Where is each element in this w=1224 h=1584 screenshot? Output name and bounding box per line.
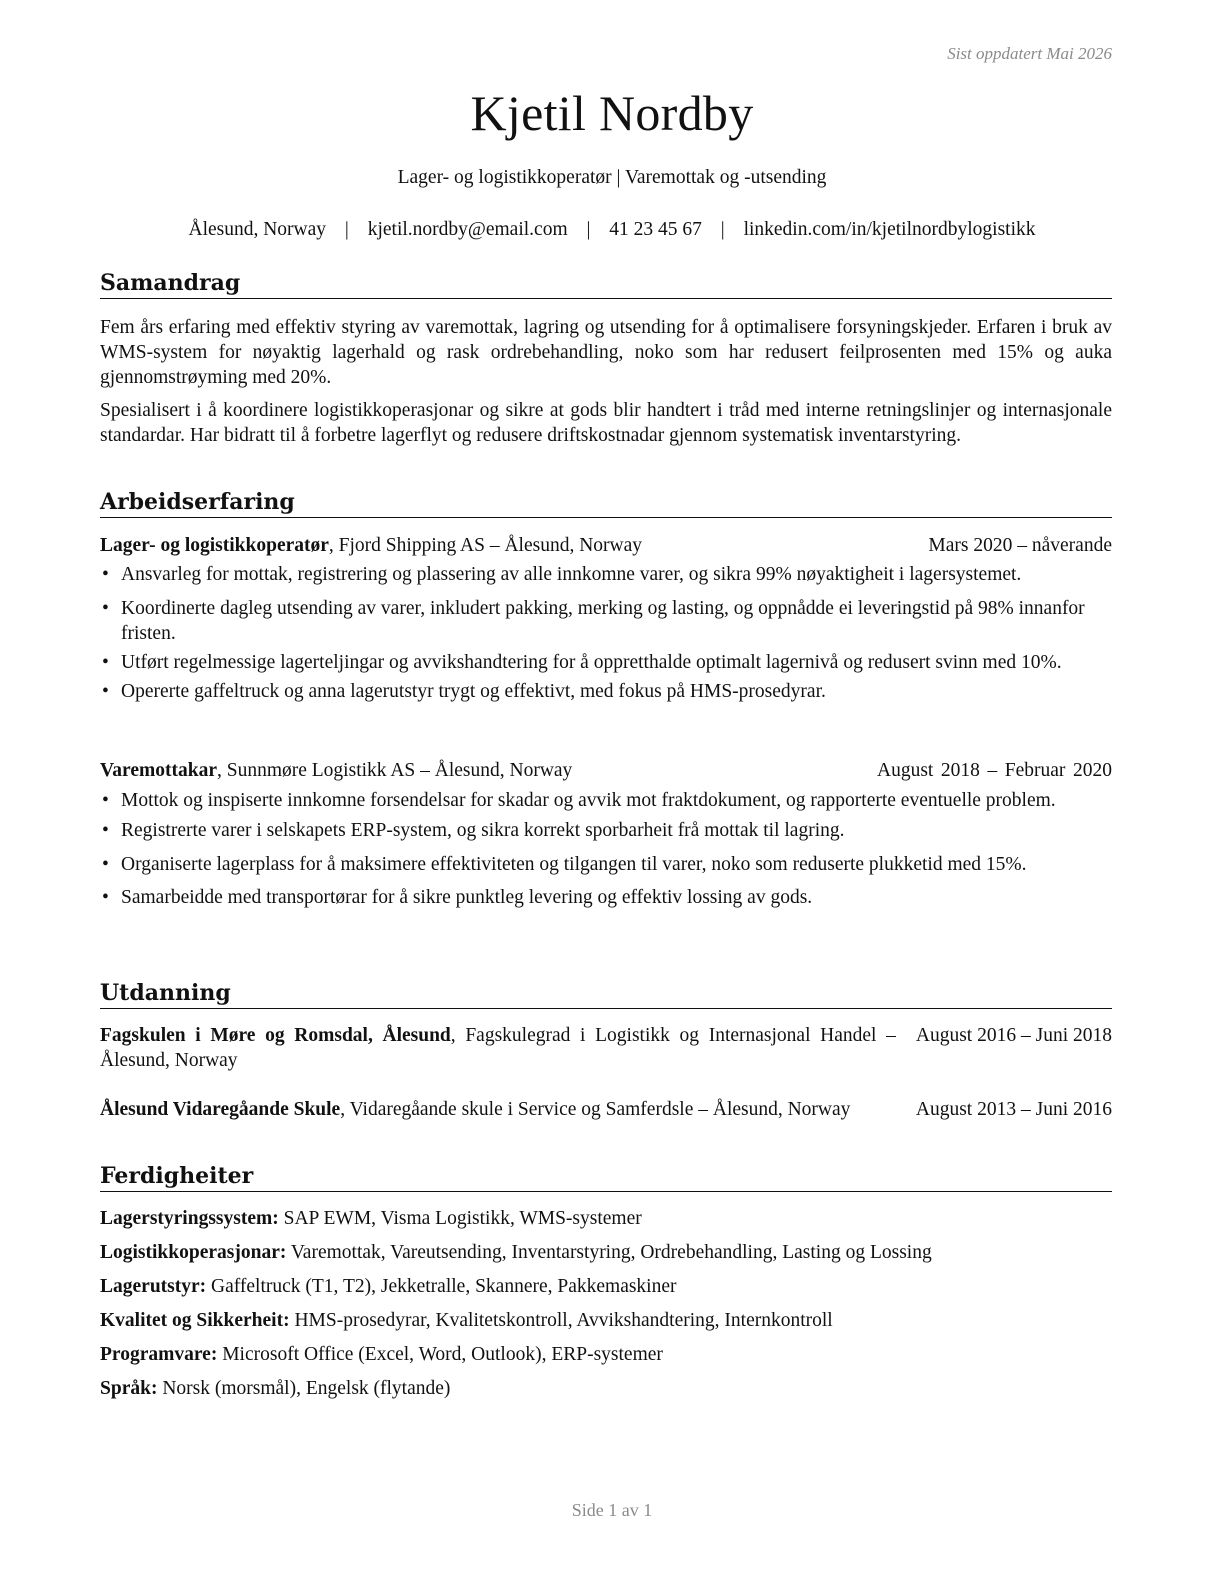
- skill-value: Norsk (morsmål), Engelsk (flytande): [157, 1378, 451, 1399]
- job-bullets: [100, 788, 1112, 910]
- job-title-line: [100, 533, 908, 558]
- candidate-subtitle: Lager- og logistikkoperatør | Varemottak og -utsending: [397, 167, 827, 188]
- skill-value: HMS-prosedyrar, Kvalitetskontroll, Avvikshandtering, Internkontroll: [289, 1310, 833, 1331]
- skill-line: [100, 1206, 1112, 1231]
- skill-label: Lagerutstyr:: [100, 1276, 207, 1297]
- skill-line: [100, 1274, 1112, 1299]
- list-item: • Organiserte lagerplass for å maksimere effektiviteten og tilgangen til varer, noko som reduserte plukketid med 15%.: [100, 852, 1112, 877]
- skill-label: Programvare:: [100, 1344, 218, 1365]
- education-detail: , Vidaregåande skule i Service og Samferdsle – Ålesund, Norway: [340, 1099, 851, 1120]
- section-title-summary: Samandrag: [100, 270, 1112, 299]
- list-item: • Mottok og inspiserte innkomne forsendelsar for skadar og avvik mot fraktdokument, og rapporterte eventuelle problem.: [100, 788, 1112, 813]
- education-school: Fagskulen i Møre og Romsdal, Ålesund: [100, 1025, 451, 1046]
- job-header: [100, 533, 1112, 558]
- skill-value: Varemottak, Vareutsending, Inventarstyring, Ordrebehandling, Lasting og Lossing: [286, 1242, 932, 1263]
- skill-line: [100, 1308, 1112, 1333]
- list-item: • Samarbeidde med transportørar for å sikre punktleg levering og effektiv lossing av gods.: [100, 885, 1112, 910]
- education-row: [100, 1097, 1112, 1122]
- contact-separator: |: [586, 219, 591, 240]
- job-company: , Sunnmøre Logistikk AS – Ålesund, Norway: [216, 760, 573, 781]
- candidate-name: Kjetil Nordby: [470, 85, 754, 141]
- summary-paragraph: Spesialisert i å koordinere logistikkoperasjonar og sikre at gods blir handtert i tråd med interne retningslinjer og internasjonale standardar. Har bidratt til å forbetre lagerflyt og redusere driftskostnadar gjennom systematisk inventarstyring.: [100, 400, 1112, 446]
- education-detail: , Fagskulegrad i Logistikk og Internasjonal Handel – Ålesund, Norway: [100, 1025, 896, 1071]
- skill-line: [100, 1376, 1112, 1401]
- summary-paragraph: Fem års erfaring med effektiv styring av varemottak, lagring og utsending for å optimalisere forsyningskjeder. Erfaren i bruk av WMS-system for nøyaktig lagerhald og rask ordrebehandling, noko som har redusert feilprosenten med 15% og auka gjennomstrøyming med 20%.: [100, 317, 1112, 388]
- education-title-line: [100, 1023, 896, 1073]
- section-title-experience: Arbeidserfaring: [100, 489, 1112, 518]
- page-number: Side 1 av 1: [571, 1500, 653, 1520]
- skill-label: Kvalitet og Sikkerheit:: [100, 1310, 290, 1331]
- contact-separator: |: [344, 219, 349, 240]
- skill-label: Logistikkoperasjonar:: [100, 1242, 287, 1263]
- contact-email[interactable]: kjetil.nordby@email.com: [367, 219, 568, 240]
- job-entry: [100, 758, 1112, 910]
- skill-value: Gaffeltruck (T1, T2), Jekketralle, Skannere, Pakkemaskiner: [206, 1276, 677, 1297]
- education-entry: [100, 1097, 1112, 1122]
- job-role: Lager- og logistikkoperatør: [100, 535, 329, 556]
- job-role: Varemottakar: [100, 760, 217, 781]
- contact-linkedin[interactable]: linkedin.com/in/kjetilnordbylogistikk: [743, 219, 1036, 240]
- education-dates: August 2013 – Juni 2016: [915, 1099, 1112, 1120]
- list-item: • Ansvarleg for mottak, registrering og plassering av alle innkomne varer, og sikra 99% nøyaktigheit i lagersystemet.: [100, 562, 1112, 587]
- contact-phone: 41 23 45 67: [609, 219, 702, 240]
- job-company: , Fjord Shipping AS – Ålesund, Norway: [328, 535, 643, 556]
- education-entry: [100, 1023, 1112, 1073]
- section-title-skills: Ferdigheiter: [100, 1163, 1112, 1192]
- contact-location: Ålesund, Norway: [188, 219, 327, 240]
- job-header: [100, 758, 1112, 783]
- education-row: [100, 1023, 1112, 1073]
- skill-value: Microsoft Office (Excel, Word, Outlook), ERP-systemer: [217, 1344, 663, 1365]
- skill-line: [100, 1342, 1112, 1367]
- contact-line: [0, 219, 1224, 241]
- job-entry: [100, 533, 1112, 704]
- skill-line: [100, 1240, 1112, 1265]
- skills-section: [100, 1206, 1112, 1401]
- skill-label: Lagerstyringssystem:: [100, 1208, 279, 1229]
- section-title-education: Utdanning: [100, 980, 1112, 1009]
- list-item: • Opererte gaffeltruck og anna lagerutstyr trygt og effektivt, med fokus på HMS-prosedyrar.: [100, 679, 1112, 704]
- list-item: • Koordinerte dagleg utsending av varer, inkludert pakking, merking og lasting, og oppnådde ei leveringstid på 98% innanfor fristen.: [100, 596, 1112, 646]
- education-school: Ålesund Vidaregåande Skule: [100, 1099, 341, 1120]
- education-dates: August 2016 – Juni 2018: [915, 1025, 1112, 1046]
- job-bullets: [100, 562, 1112, 704]
- job-title-line: [100, 758, 857, 783]
- contact-separator: |: [720, 219, 725, 240]
- list-item: • Registrerte varer i selskapets ERP-system, og sikra korrekt sporbarheit frå mottak til lagring.: [100, 818, 1112, 843]
- last-updated: Sist oppdatert Mai 2026: [947, 44, 1112, 63]
- summary-section: [100, 315, 1112, 448]
- job-dates: Mars 2020 – nåverande: [928, 535, 1112, 556]
- skill-label: Språk:: [100, 1378, 158, 1399]
- list-item: • Utført regelmessige lagerteljingar og avvikshandtering for å oppretthalde optimalt lagernivå og redusert svinn med 10%.: [100, 650, 1112, 675]
- job-dates: August 2018 – Februar 2020: [877, 760, 1112, 781]
- education-title-line: [100, 1097, 896, 1122]
- skill-value: SAP EWM, Visma Logistikk, WMS-systemer: [278, 1208, 642, 1229]
